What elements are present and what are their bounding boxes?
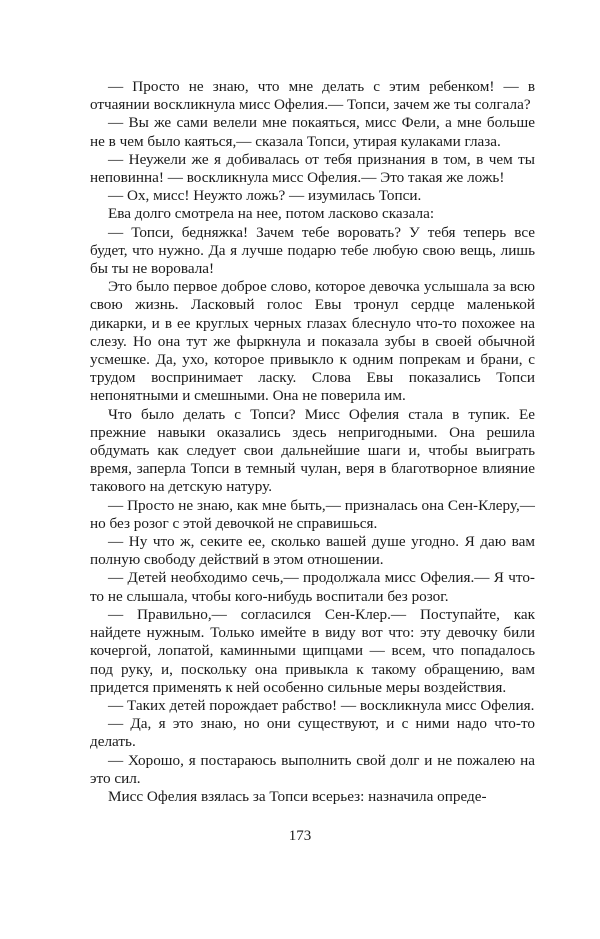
paragraph: Что было делать с Топси? Мисс Офелия стала в тупик. Ее прежние навыки оказались здесь непригодными. Она решила обдумать как следует свои дальнейшие шаги и, чтобы выиграть время, заперла Топси в темный чулан, веря в благотворное влияние такового на детскую натуру. — [90, 405, 535, 496]
page-body — [90, 78, 535, 806]
paragraph: Мисс Офелия взялась за Топси всерьез: назначила опреде- — [108, 787, 487, 805]
paragraph: — Неужели же я добивалась от тебя признания в том, в чем ты неповинна! — воскликнула мисс Офелия.— Это такая же ложь! — [90, 150, 535, 187]
paragraph: — Ох, мисс! Неужто ложь? — изумилась Топси. — [108, 187, 422, 205]
paragraph: — Ну что ж, секите ее, сколько вашей душе угодно. Я даю вам полную свободу действий в этом отношении. — [90, 533, 535, 569]
paragraph: — Хорошо, я постараюсь выполнить свой долг и не пожалею на это сил. — [90, 751, 535, 787]
paragraph: — Таких детей порождает рабство! — воскликнула мисс Офелия. — [108, 696, 535, 714]
paragraph: — Топси, бедняжка! Зачем тебе воровать? У тебя теперь все будет, что нужно. Да я лучше подарю тебе любую свою вещь, лишь бы ты не воровала! — [90, 223, 535, 278]
paragraph: — Правильно,— согласился Сен-Клер.— Поступайте, как найдете нужным. Только имейте в виду вот что: эту девочку били кочергой, лопатой, каминными щипцами — всем, что попадалось под руку, и, поскольку она привыкла к такому обращению, вам придется применять к ней особенно сильные меры воздействия. — [90, 605, 535, 696]
paragraph: Ева долго смотрела на нее, потом ласково сказала: — [108, 205, 435, 223]
paragraph: — Да, я это знаю, но они существуют, и с ними надо что-то делать. — [90, 715, 535, 751]
paragraph: — Просто не знаю, как мне быть,— призналась она Сен-Клеру,— но без розог с этой девочкой не справишься. — [90, 496, 535, 532]
paragraph: — Детей необходимо сечь,— продолжала мисс Офелия.— Я что-то не слышала, чтобы кого-нибудь воспитали без розог. — [90, 569, 535, 605]
paragraph: — Вы же сами велели мне покаяться, мисс Фели, а мне больше не в чем было каяться,— сказала Топси, утирая кулаками глаза. — [90, 114, 535, 150]
paragraph: Это было первое доброе слово, которое девочка услышала за всю свою жизнь. Ласковый голос Евы тронул сердце маленькой дикарки, и в ее круглых черных глазах блеснуло что-то похожее на слезу. Но она тут же фыркнула и показала зубы в своей обычной усмешке. Да, ухо, которое привыкло к одним попрекам и брани, с трудом воспринимает ласку. Слова Евы показались Топси непонятными и смешными. Она не поверила им. — [90, 278, 535, 405]
paragraph: — Просто не знаю, что мне делать с этим ребенком! — в отчаянии воскликнула мисс Офелия.— Топси, зачем же ты солгала? — [90, 78, 535, 114]
page-number: 173 — [288, 828, 312, 844]
